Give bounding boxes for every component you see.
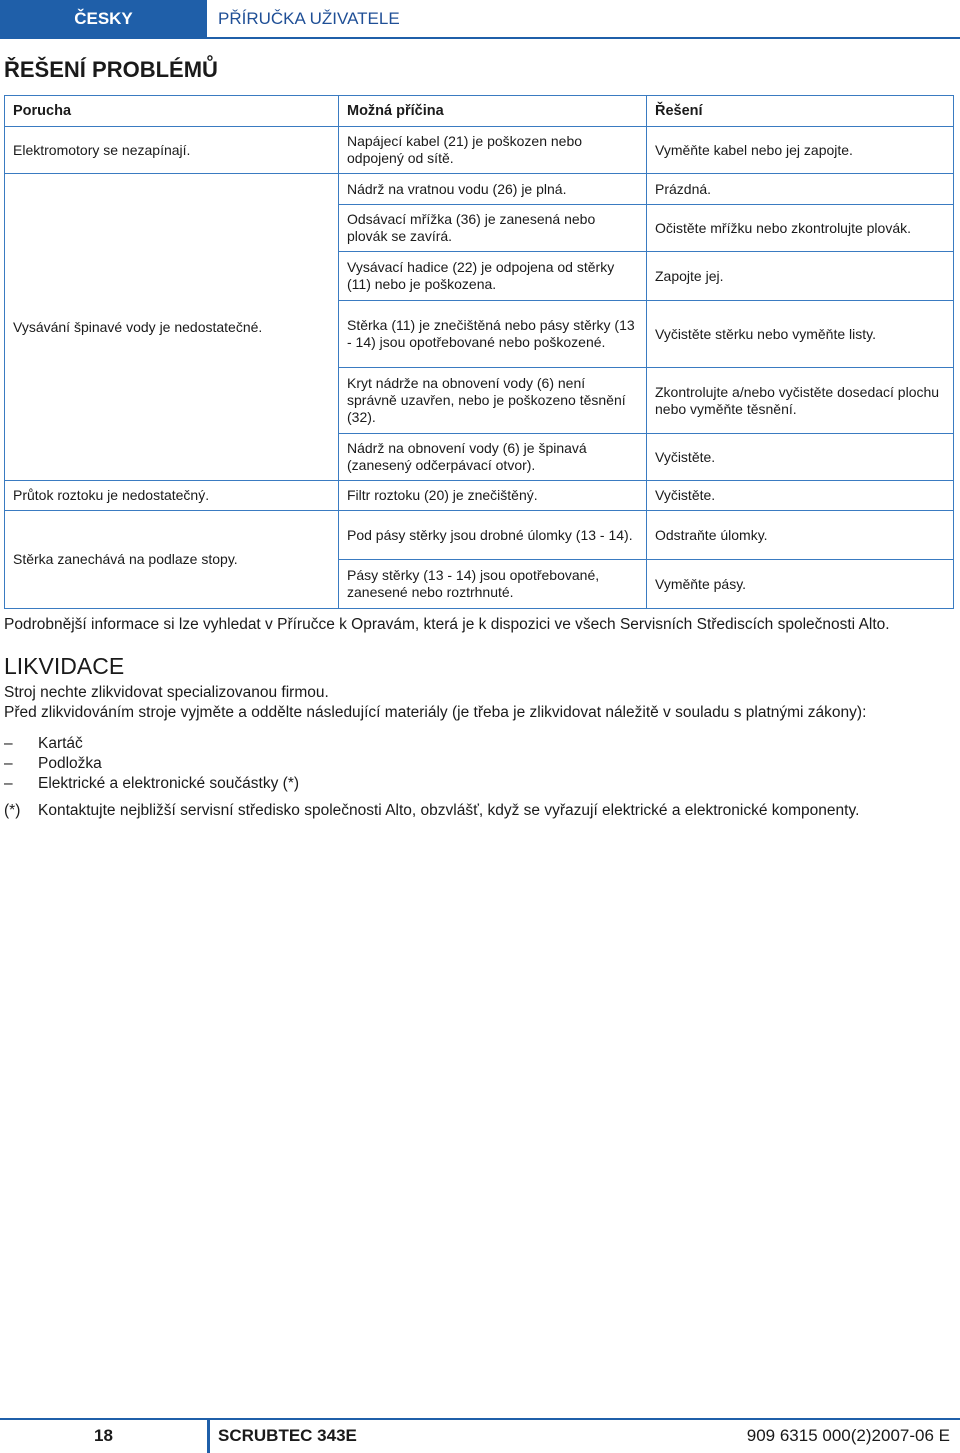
dash-bullet: – <box>4 775 13 792</box>
header-solution: Řešení <box>647 96 954 127</box>
header-cause: Možná příčina <box>339 96 647 127</box>
disposal-heading: LIKVIDACE <box>4 653 125 679</box>
language-tab: ČESKY <box>0 0 207 38</box>
page-number: 18 <box>94 1426 113 1445</box>
solution-cell: Zapojte jej. <box>647 252 954 301</box>
cause-cell: Filtr roztoku (20) je znečištěný. <box>339 481 647 511</box>
fault-cell: Vysávání špinavé vody je nedostatečné. <box>5 174 339 481</box>
solution-cell: Zkontrolujte a/nebo vyčistěte dosedací plochu nebo vyměňte těsnění. <box>647 368 954 434</box>
cause-cell: Nádrž na obnovení vody (6) je špinavá (zanesený odčerpávací otvor). <box>339 434 647 481</box>
fault-cell: Průtok roztoku je nedostatečný. <box>5 481 339 511</box>
cause-cell: Nádrž na vratnou vodu (26) je plná. <box>339 174 647 205</box>
document-number: 909 6315 000(2)2007-06 E <box>746 1426 950 1445</box>
list-item-text: Elektrické a elektronické součástky (*) <box>38 775 300 792</box>
troubleshooting-table <box>4 95 954 609</box>
dash-bullet: – <box>4 735 13 752</box>
table-row <box>5 127 954 174</box>
solution-cell: Očistěte mřížku nebo zkontrolujte plovák. <box>647 205 954 252</box>
solution-cell: Vyměňte kabel nebo jej zapojte. <box>647 127 954 174</box>
cause-cell: Odsávací mřížka (36) je zanesená nebo plovák se zavírá. <box>339 205 647 252</box>
page-header <box>0 0 960 38</box>
page-footer <box>0 1418 960 1453</box>
cause-cell: Pod pásy stěrky jsou drobné úlomky (13 - 14). <box>339 511 647 560</box>
dash-bullet: – <box>4 755 13 772</box>
table-row <box>5 511 954 560</box>
fault-cell: Elektromotory se nezapínají. <box>5 127 339 174</box>
footer-separator <box>207 1420 210 1453</box>
solution-cell: Vyčistěte stěrku nebo vyměňte listy. <box>647 301 954 368</box>
section-title: ŘEŠENÍ PROBLÉMŮ <box>4 57 218 82</box>
header-rule <box>0 37 960 39</box>
disposal-paragraph: Stroj nechte zlikvidovat specializovanou firmou. <box>4 684 329 701</box>
footnote-mark: (*) <box>4 802 21 819</box>
manual-title: PŘÍRUČKA UŽIVATELE <box>218 9 400 28</box>
footnote-text: Kontaktujte nejbližší servisní středisko společnosti Alto, obzvlášť, když se vyřazují elektrické a elektronické komponenty. <box>38 802 860 819</box>
footer-rule <box>0 1418 960 1420</box>
list-item-text: Kartáč <box>38 735 83 752</box>
solution-cell: Odstraňte úlomky. <box>647 511 954 560</box>
product-name: SCRUBTEC 343E <box>218 1426 357 1445</box>
fault-cell: Stěrka zanechává na podlaze stopy. <box>5 511 339 609</box>
list-item-text: Podložka <box>38 755 102 772</box>
cause-cell: Vysávací hadice (22) je odpojena od stěrky (11) nebo je poškozena. <box>339 252 647 301</box>
solution-cell: Vyměňte pásy. <box>647 560 954 609</box>
solution-cell: Prázdná. <box>647 174 954 205</box>
cause-cell: Stěrka (11) je znečištěná nebo pásy stěrky (13 - 14) jsou opotřebované nebo poškozené. <box>339 301 647 368</box>
cause-cell: Napájecí kabel (21) je poškozen nebo odpojený od sítě. <box>339 127 647 174</box>
table-row <box>5 481 954 511</box>
header-fault: Porucha <box>5 96 339 127</box>
solution-cell: Vyčistěte. <box>647 481 954 511</box>
disposal-paragraph: Před zlikvidováním stroje vyjměte a oddělte následující materiály (je třeba je zlikvidovat náležitě v souladu s platnými zákony): <box>4 704 867 721</box>
table-row <box>5 174 954 205</box>
solution-cell: Vyčistěte. <box>647 434 954 481</box>
table-header-row <box>5 96 954 127</box>
cause-cell: Kryt nádrže na obnovení vody (6) není správně uzavřen, nebo je poškozeno těsnění (32). <box>339 368 647 434</box>
repair-manual-note: Podrobnější informace si lze vyhledat v Příručce k Opravám, která je k dispozici ve všech Servisních Střediscích společnosti Alto. <box>4 616 890 633</box>
cause-cell: Pásy stěrky (13 - 14) jsou opotřebované, zanesené nebo roztrhnuté. <box>339 560 647 609</box>
